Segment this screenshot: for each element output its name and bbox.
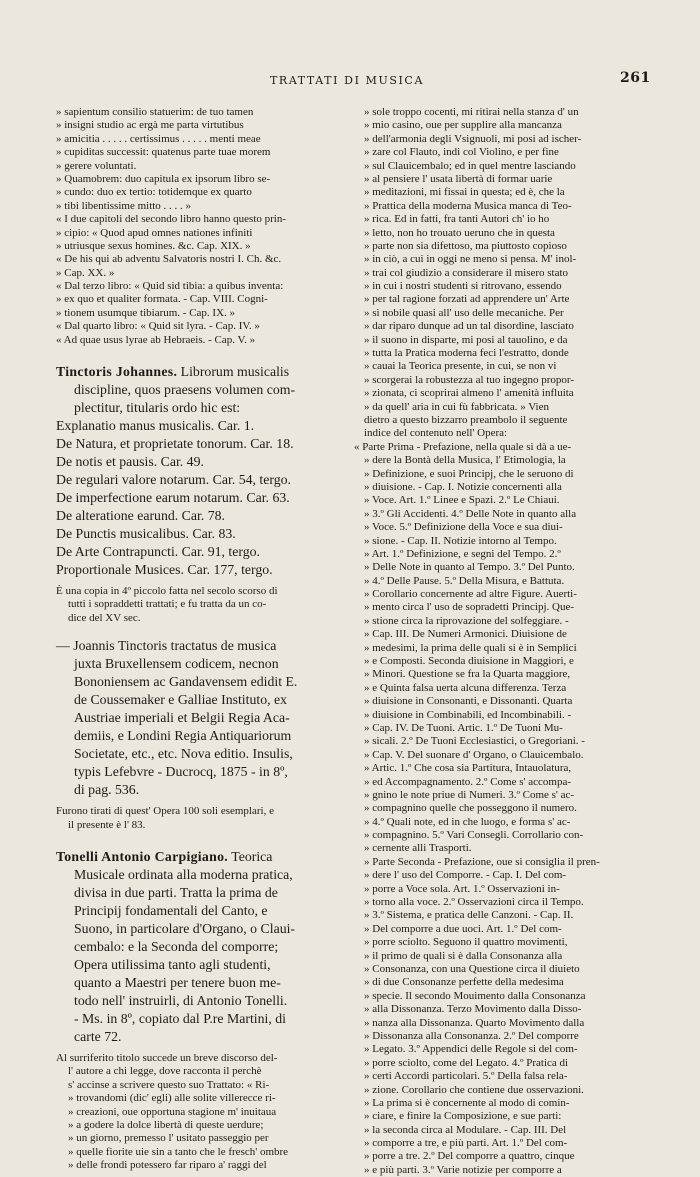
spacer (56, 625, 332, 637)
body-text-line: » ciare, e finire la Composizione, e sue parti: (364, 1110, 562, 1123)
contents-item: De alteratione earund. Car. 78. (56, 508, 225, 524)
body-text-line: » compagnino quelle che posseggono il numero. (364, 802, 577, 815)
quoted-text-line: « I due capitoli del secondo libro hanno questo prin- (56, 213, 287, 226)
body-text-line: » Voce. Art. 1.º Linee e Spazi. 2.º Le Chiaui. (364, 494, 560, 507)
body-text-line: » trai col giudizio a considerare il misero stato (364, 266, 569, 279)
body-text-line: » torno alla voce. 2.º Osservazioni circa il Tempo. (364, 896, 584, 909)
body-text-line: » dere la Bontà della Musica, l' Etimologia, la (364, 454, 566, 467)
body-text-line: » dar riparo dunque ad un tal disordine, lasciato (364, 320, 574, 333)
quoted-text-line: » cundo: duo ex tertio: totidemque ex quarto (56, 186, 252, 199)
quoted-text-line: » Cap. XX. » (56, 266, 115, 279)
body-text-line: » Legato. 3.º Appendici delle Regole si del com- (364, 1043, 578, 1056)
quoted-text-line: « De his qui ab adventu Salvatoris nostri I. Ch. &c. (56, 253, 282, 266)
body-text-line: » mio casino, oue per supplire alla mancanza (364, 119, 562, 132)
body-text-line: » sul Clauicembalo; ed in quel mentre lasciando (364, 159, 576, 172)
entry-title-line: plectitur, titularis ordo hic est: (74, 400, 241, 416)
body-text-line: » letto, non ho trouato ueruno che in questa (364, 226, 555, 239)
body-text-line: » zionata, ci scoprirai almeno l' amenità influita (364, 387, 574, 400)
intro-text-line: » trovandomi (dic' egli) alle solite villerecce ri- (68, 1092, 276, 1105)
body-text-line: » Art. 1.º Definizione, e segni del Tempo. 2.º (364, 547, 561, 560)
entry-title-line: Suono, in particolare d'Organo, o Claui- (74, 920, 296, 936)
quoted-text-line: « Dal quarto libro: « Quid sit lyra. - Cap. IV. » (56, 320, 260, 333)
entry-title-line: todo nell' instruirli, di Antonio Tonelli. (74, 992, 288, 1008)
quoted-text-line: « Ad quae usus lyrae ab Hebraeis. - Cap. V. » (56, 333, 256, 346)
body-text-line: » e più parti. 3.º Varie notizie per comporre a (364, 1163, 562, 1176)
entry-title-line: quanto a Maestri per tenere buon me- (74, 974, 281, 990)
contents-item: De imperfectione earum notarum. Car. 63. (56, 490, 290, 506)
body-text-line: » dere l' uso del Comporre. - Cap. I. Del com- (364, 869, 567, 882)
quoted-text-line: » cupiditas successit: quatenus parte tuae morem (56, 146, 271, 159)
intro-text-line: » un giorno, premesso l' usitato passeggio per (68, 1132, 269, 1145)
spacer (56, 347, 332, 363)
edition-line: di pag. 536. (74, 782, 140, 798)
entry-title-text: Teorica (228, 848, 273, 864)
body-text-line: » diuisione in Consonanti, e Dissonanti. Quarta (364, 695, 573, 708)
edition-line: demiis, e Londini Regia Antiquariorum (74, 728, 292, 744)
contents-item: De Natura, et proprietate tonorum. Car. 18. (56, 436, 294, 452)
entry-title-line: Principij fondamentali del Canto, e (74, 902, 268, 918)
note-line: È una copia in 4º piccolo fatta nel secolo scorso di (56, 585, 278, 598)
body-text-line: » di due Consonanze perfette della medesima (364, 976, 564, 989)
quoted-text-line: « Dal terzo libro: « Quid sid tibia: a quibus inventa: (56, 280, 284, 293)
contents-item: De notis et pausis. Car. 49. (56, 454, 204, 470)
body-text-line: » in ciò, a cui in oggi ne meno si pensa. M' inol- (364, 253, 577, 266)
quoted-text-line: » gerere voluntati. (56, 159, 137, 172)
body-text-line: » zione. Corollario che contiene due osservazioni. (364, 1083, 584, 1096)
copies-note-line: Furono tirati di quest' Opera 100 soli esemplari, e (56, 805, 274, 818)
body-text-line: » 4.º Quali note, ed in che luogo, e forma s' ac- (364, 815, 571, 828)
body-text-line: » da quell' aria in cui fù fabbricata. » Vien (364, 400, 549, 413)
entry-title-line: - Ms. in 8º, copiato dal P.re Martini, di (74, 1010, 286, 1026)
body-text-line: » specie. Il secondo Mouimento dalla Consonanza (364, 989, 586, 1002)
body-text-line: » dell'armonia degli Vsignuoli, mi posi ad ischer- (364, 132, 582, 145)
copies-note-line: il presente è l' 83. (68, 818, 146, 831)
body-text-line: » medesimi, la prima delle quali si è in Semplici (364, 641, 577, 654)
body-text-line: » cernente alli Trasporti. (364, 842, 472, 855)
body-text-line: » diuisione in Combinabili, ed Incombinabili. - (364, 708, 572, 721)
body-text-line: » mento circa l' uso de sopradetti Principj. Que- (364, 601, 575, 614)
body-text-line: » Corollario concernente ad altre Figure. Auerti- (364, 588, 577, 601)
intro-text-line: l' autore a chi legge, dove racconta il perchè (68, 1065, 262, 1078)
body-text-line: » sione. - Cap. II. Notizie intorno al Tempo. (364, 534, 557, 547)
body-text-line: » gnino le note priue di Numeri. 3.º Come s' ac- (364, 788, 575, 801)
body-text-line: » meditazioni, mi fissai in questa; ed è, che la (364, 186, 565, 199)
body-text-line: » Cap. V. Del suonare d' Organo, o Clauicembalo. (364, 748, 584, 761)
entry-title-line: discipline, quos praesens volumen com- (74, 382, 296, 398)
body-text-line: » certi Accordi particolari. 5.º Della falsa rela- (364, 1070, 568, 1083)
body-text-line: » sì nobile quasi all' uso delle mecaniche. Per (364, 306, 564, 319)
body-text-line: » Cap. III. De Numeri Armonici. Diuisione de (364, 628, 567, 641)
quoted-text-line: » tionem usumque tibiarum. - Cap. IX. » (56, 306, 236, 319)
left-column (56, 106, 332, 1172)
contents-item: De regulari valore notarum. Car. 54, tergo. (56, 472, 291, 488)
body-text-line: » il suono in disparte, mi posi al tauolino, e da (364, 333, 568, 346)
body-text-line: » e Composti. Seconda diuisione in Maggiori, e (364, 655, 574, 668)
body-text-line: » parte non sia difettoso, ma piuttosto copioso (364, 239, 567, 252)
intro-text-line: » creazioni, oue opportuna stagione m' inuitaua (68, 1105, 277, 1118)
quoted-text-line: » amicitia . . . . . certissimus . . . . . menti meae (56, 132, 261, 145)
edition-line: typis Lefebvre - Ducrocq, 1875 - in 8º, (74, 764, 288, 780)
contents-item: De Arte Contrapuncti. Car. 91, tergo. (56, 544, 260, 560)
body-text-line: » la seconda circa al Modulare. - Cap. III. Del (364, 1123, 567, 1136)
spacer (56, 832, 332, 848)
body-text-line: » nanza alla Dissonanza. Quarto Movimento dalla (364, 1016, 585, 1029)
body-text-line: » Voce. 5.º Definizione della Voce e sua diui- (364, 521, 563, 534)
body-text-line: » porre sciolto, come del Legato. 4.º Pratica di (364, 1056, 569, 1069)
body-text-line: » Del comporre a due uoci. Art. 1.º Del com- (364, 922, 562, 935)
body-text-line: dietro a questo bizzarro preambolo il seguente (364, 413, 568, 426)
intro-text-line: » quelle fiorite uie sin a tanto che le fresch' ombre (68, 1145, 289, 1158)
body-text-line: » porre a tre. 2.º Del comporre a quattro, cinque (364, 1150, 575, 1163)
quoted-text-line: » insigni studio ac ergà me parta virtutibus (56, 119, 244, 132)
body-text-line: » in cui i nostri studenti si ritrovano, essendo (364, 280, 562, 293)
intro-text-line: s' accinse a scrivere questo suo Trattato: « Ri- (68, 1078, 270, 1091)
body-text-line: » il primo de quali si è dalla Consonanza alla (364, 949, 563, 962)
entry-title-line: cembalo: e la Seconda del comporre; (74, 938, 279, 954)
body-text-line: » comporre a tre, e più parti. Art. 1.º Del com- (364, 1137, 568, 1150)
intro-text-line: » a godere la dolce libertà di queste uerdure; (68, 1118, 264, 1131)
body-text-line: » sicali. 2.º De Tuoni Ecclesiastici, o Gregoriani. - (364, 735, 585, 748)
author-name: Tonelli Antonio Carpigiano. (56, 848, 229, 864)
edition-line: — Joannis Tinctoris tractatus de musica (56, 638, 277, 654)
body-text-line: » Dissonanza alla Consonanza. 2.º Del comporre (364, 1029, 579, 1042)
body-text-line: » al pensiere l' usata libertà di formar uarie (364, 172, 553, 185)
note-line: tutti i sopraddetti trattati; e fu tratta da un co- (68, 598, 267, 611)
entry-heading-tinctoris (56, 363, 332, 381)
author-name: Tinctoris Johannes. (56, 364, 178, 380)
running-title: TRATTATI DI MUSICA (270, 74, 424, 87)
quoted-text-line: » Quamobrem: duo capitula ex ipsorum libro se- (56, 172, 271, 185)
body-text-line: » zare col Flauto, indi col Violino, e per fine (364, 146, 559, 159)
body-text-line: » e Quinta falsa uerta alcuna differenza. Terza (364, 681, 567, 694)
contents-item: Proportionale Musices. Car. 177, tergo. (56, 562, 273, 578)
body-text-line: « Parte Prima - Prefazione, nella quale si dà a ue- (354, 440, 572, 453)
entry-title-line: carte 72. (74, 1028, 122, 1044)
body-text-line: » 3.º Gli Accidenti. 4.º Delle Note in quanto alla (364, 507, 577, 520)
body-text-line: » Minori. Questione se fra la Quarta maggiore, (364, 668, 571, 681)
quoted-text-line: » utriusque sexus homines. &c. Cap. XIX. » (56, 239, 251, 252)
edition-line: Societate, etc., etc. Nova editio. Insulis, (74, 746, 293, 762)
body-text-line: » porre a Voce sola. Art. 1.º Osservazioni in- (364, 882, 560, 895)
entry-title-text: Librorum musicalis (177, 364, 290, 380)
body-text-line: indice del contenuto nell' Opera: (364, 427, 508, 440)
body-text-line: » 4.º Delle Pause. 5.º Della Misura, e Battuta. (364, 574, 565, 587)
body-text-line: » Consonanza, con una Questione circa il diuieto (364, 963, 580, 975)
intro-text-line: » delle frondi potessero far riparo a' raggi del (68, 1159, 267, 1172)
body-text-line: » rica. Ed in fatti, fra tanti Autori ch' io ho (364, 213, 550, 226)
body-text-line: » Cap. IV. De Tuoni. Artic. 1.º De Tuoni Mu- (364, 721, 563, 734)
body-text-line: » 3.º Sistema, e pratica delle Canzoni. - Cap. II. (364, 909, 574, 922)
right-column (354, 106, 654, 1176)
body-text-line: » cauai la Teorica presente, in cui, se non vi (364, 360, 557, 373)
quoted-text-line: » ex quo et qualiter formata. - Cap. VIII. Cogni- (56, 293, 268, 306)
body-text-line: » Definizione, e suoi Principj, che le seruono di (364, 467, 574, 480)
body-text-line: » La prima si è concernente al modo di comin- (364, 1096, 570, 1109)
entry-title-line: Opera utilissima tanto agli studenti, (74, 956, 271, 972)
quoted-text-line: » sapientum consilio statuerim: de tuo tamen (56, 106, 254, 118)
body-text-line: » Parte Seconda - Prefazione, oue si consiglia il pren- (364, 855, 600, 868)
body-text-line: » compagnino. 5.º Vari Consegli. Corrollario con- (364, 829, 584, 842)
edition-line: Bononiensem ac Gandavensem edidit E. (74, 674, 298, 690)
entry-title-line: divisa in due parti. Tratta la prima de (74, 884, 278, 900)
body-text-line: » stione circa la riprovazione del solfeggiare. - (364, 614, 569, 627)
body-text-line: » tutta la Pratica moderna feci l'estratto, donde (364, 347, 569, 360)
body-text-line: » Artic. 1.º Che cosa sia Partitura, Intauolatura, (364, 762, 572, 775)
body-text-line: » alla Dissonanza. Terzo Movimento dalla Disso- (364, 1003, 582, 1016)
body-text-line: » Delle Note in quanto al Tempo. 3.º Del Punto. (364, 561, 575, 574)
quoted-text-line: » cipio: « Quod apud omnes nationes infiniti (56, 226, 253, 239)
body-text-line: » porre sciolto. Seguono il quattro movimenti, (364, 936, 568, 949)
body-text-line: » sole troppo cocenti, mi ritirai nella stanza d' un (364, 106, 579, 118)
contents-item: Explanatio manus musicalis. Car. 1. (56, 418, 255, 434)
body-text-line: » Prattica della moderna Musica manca di Teo- (364, 199, 572, 212)
edition-line: de Coussemaker e Galliae Instituto, ex (74, 692, 288, 708)
body-text-line: » ed Accompagnamento. 2.º Come s' accompa- (364, 775, 571, 788)
running-header (0, 70, 700, 94)
body-text-line: » per tal ragione forzati ad apprendere un' Arte (364, 293, 570, 306)
entry-heading-tonelli (56, 848, 332, 866)
entry-title-line: Musicale ordinata alla moderna pratica, (74, 866, 293, 882)
quoted-text-line: » tibi libentissime mitto . . . . » (56, 199, 192, 212)
body-text-line: » scorgerai la robustezza al tuo ingegno propor- (364, 373, 575, 386)
edition-line: juxta Bruxellensem codicem, necnon (74, 656, 279, 672)
intro-text-line: Al surriferito titolo succede un breve discorso del- (56, 1051, 278, 1064)
edition-line: Austriae imperiali et Belgii Regia Aca- (74, 710, 290, 726)
body-text-line: » diuisione. - Cap. I. Notizie concernenti alla (364, 480, 562, 493)
contents-item: De Punctis musicalibus. Car. 83. (56, 526, 236, 542)
page-number: 261 (620, 70, 651, 86)
note-line: dice del XV sec. (68, 611, 141, 624)
